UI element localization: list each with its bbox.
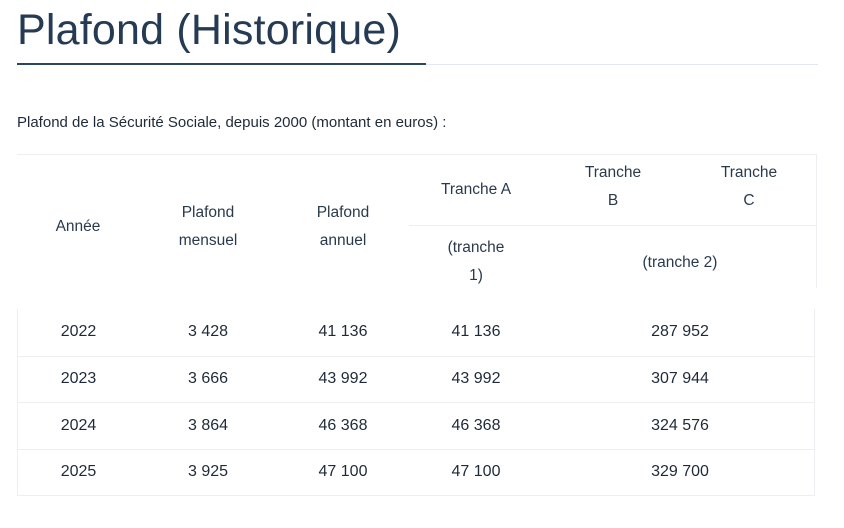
cell-tranche-a: 46 368 bbox=[451, 416, 501, 434]
table-row bbox=[18, 402, 814, 449]
cell-tranche-a: 43 992 bbox=[451, 370, 501, 388]
table-row bbox=[18, 309, 814, 356]
cell-mensuel: 3 864 bbox=[187, 416, 229, 434]
cell-tranche-bc: 324 576 bbox=[651, 416, 709, 434]
header-divider bbox=[409, 225, 817, 226]
cell-annuel: 43 992 bbox=[318, 370, 368, 388]
header-plafond-mensuel: Plafond mensuel bbox=[178, 204, 238, 249]
table-row bbox=[18, 449, 814, 496]
cell-mensuel: 3 428 bbox=[187, 323, 229, 341]
header-plafond-annuel: Plafond annuel bbox=[316, 204, 370, 249]
cell-annee: 2022 bbox=[60, 323, 97, 341]
header-tranche-a: Tranche A bbox=[440, 181, 512, 198]
header-tranche-c: Tranche C bbox=[720, 164, 778, 209]
cell-annuel: 47 100 bbox=[318, 463, 368, 481]
title-underline bbox=[17, 63, 426, 65]
table-body bbox=[17, 309, 815, 496]
cell-tranche-a: 47 100 bbox=[451, 463, 501, 481]
cell-annee: 2025 bbox=[60, 463, 97, 481]
cell-annee: 2024 bbox=[60, 416, 97, 434]
intro-text: Plafond de la Sécurité Sociale, depuis 2000 (montant en euros) : bbox=[17, 114, 447, 131]
header-tranche-b: Tranche B bbox=[584, 164, 642, 209]
cell-annee: 2023 bbox=[60, 370, 97, 388]
page-title: Plafond (Historique) bbox=[17, 6, 402, 54]
header-tranche-1: (tranche 1) bbox=[447, 239, 505, 284]
table-row bbox=[18, 356, 814, 403]
cell-mensuel: 3 666 bbox=[187, 370, 229, 388]
cell-annuel: 41 136 bbox=[318, 323, 368, 341]
cell-tranche-bc: 287 952 bbox=[651, 323, 709, 341]
cell-tranche-a: 41 136 bbox=[451, 323, 501, 341]
cell-tranche-bc: 307 944 bbox=[651, 370, 709, 388]
header-annee: Année bbox=[55, 218, 101, 235]
header-tranche-2: (tranche 2) bbox=[642, 254, 718, 271]
cell-tranche-bc: 329 700 bbox=[651, 463, 709, 481]
table-header bbox=[17, 154, 817, 288]
title-divider bbox=[426, 64, 818, 65]
cell-annuel: 46 368 bbox=[318, 416, 368, 434]
cell-mensuel: 3 925 bbox=[187, 463, 229, 481]
